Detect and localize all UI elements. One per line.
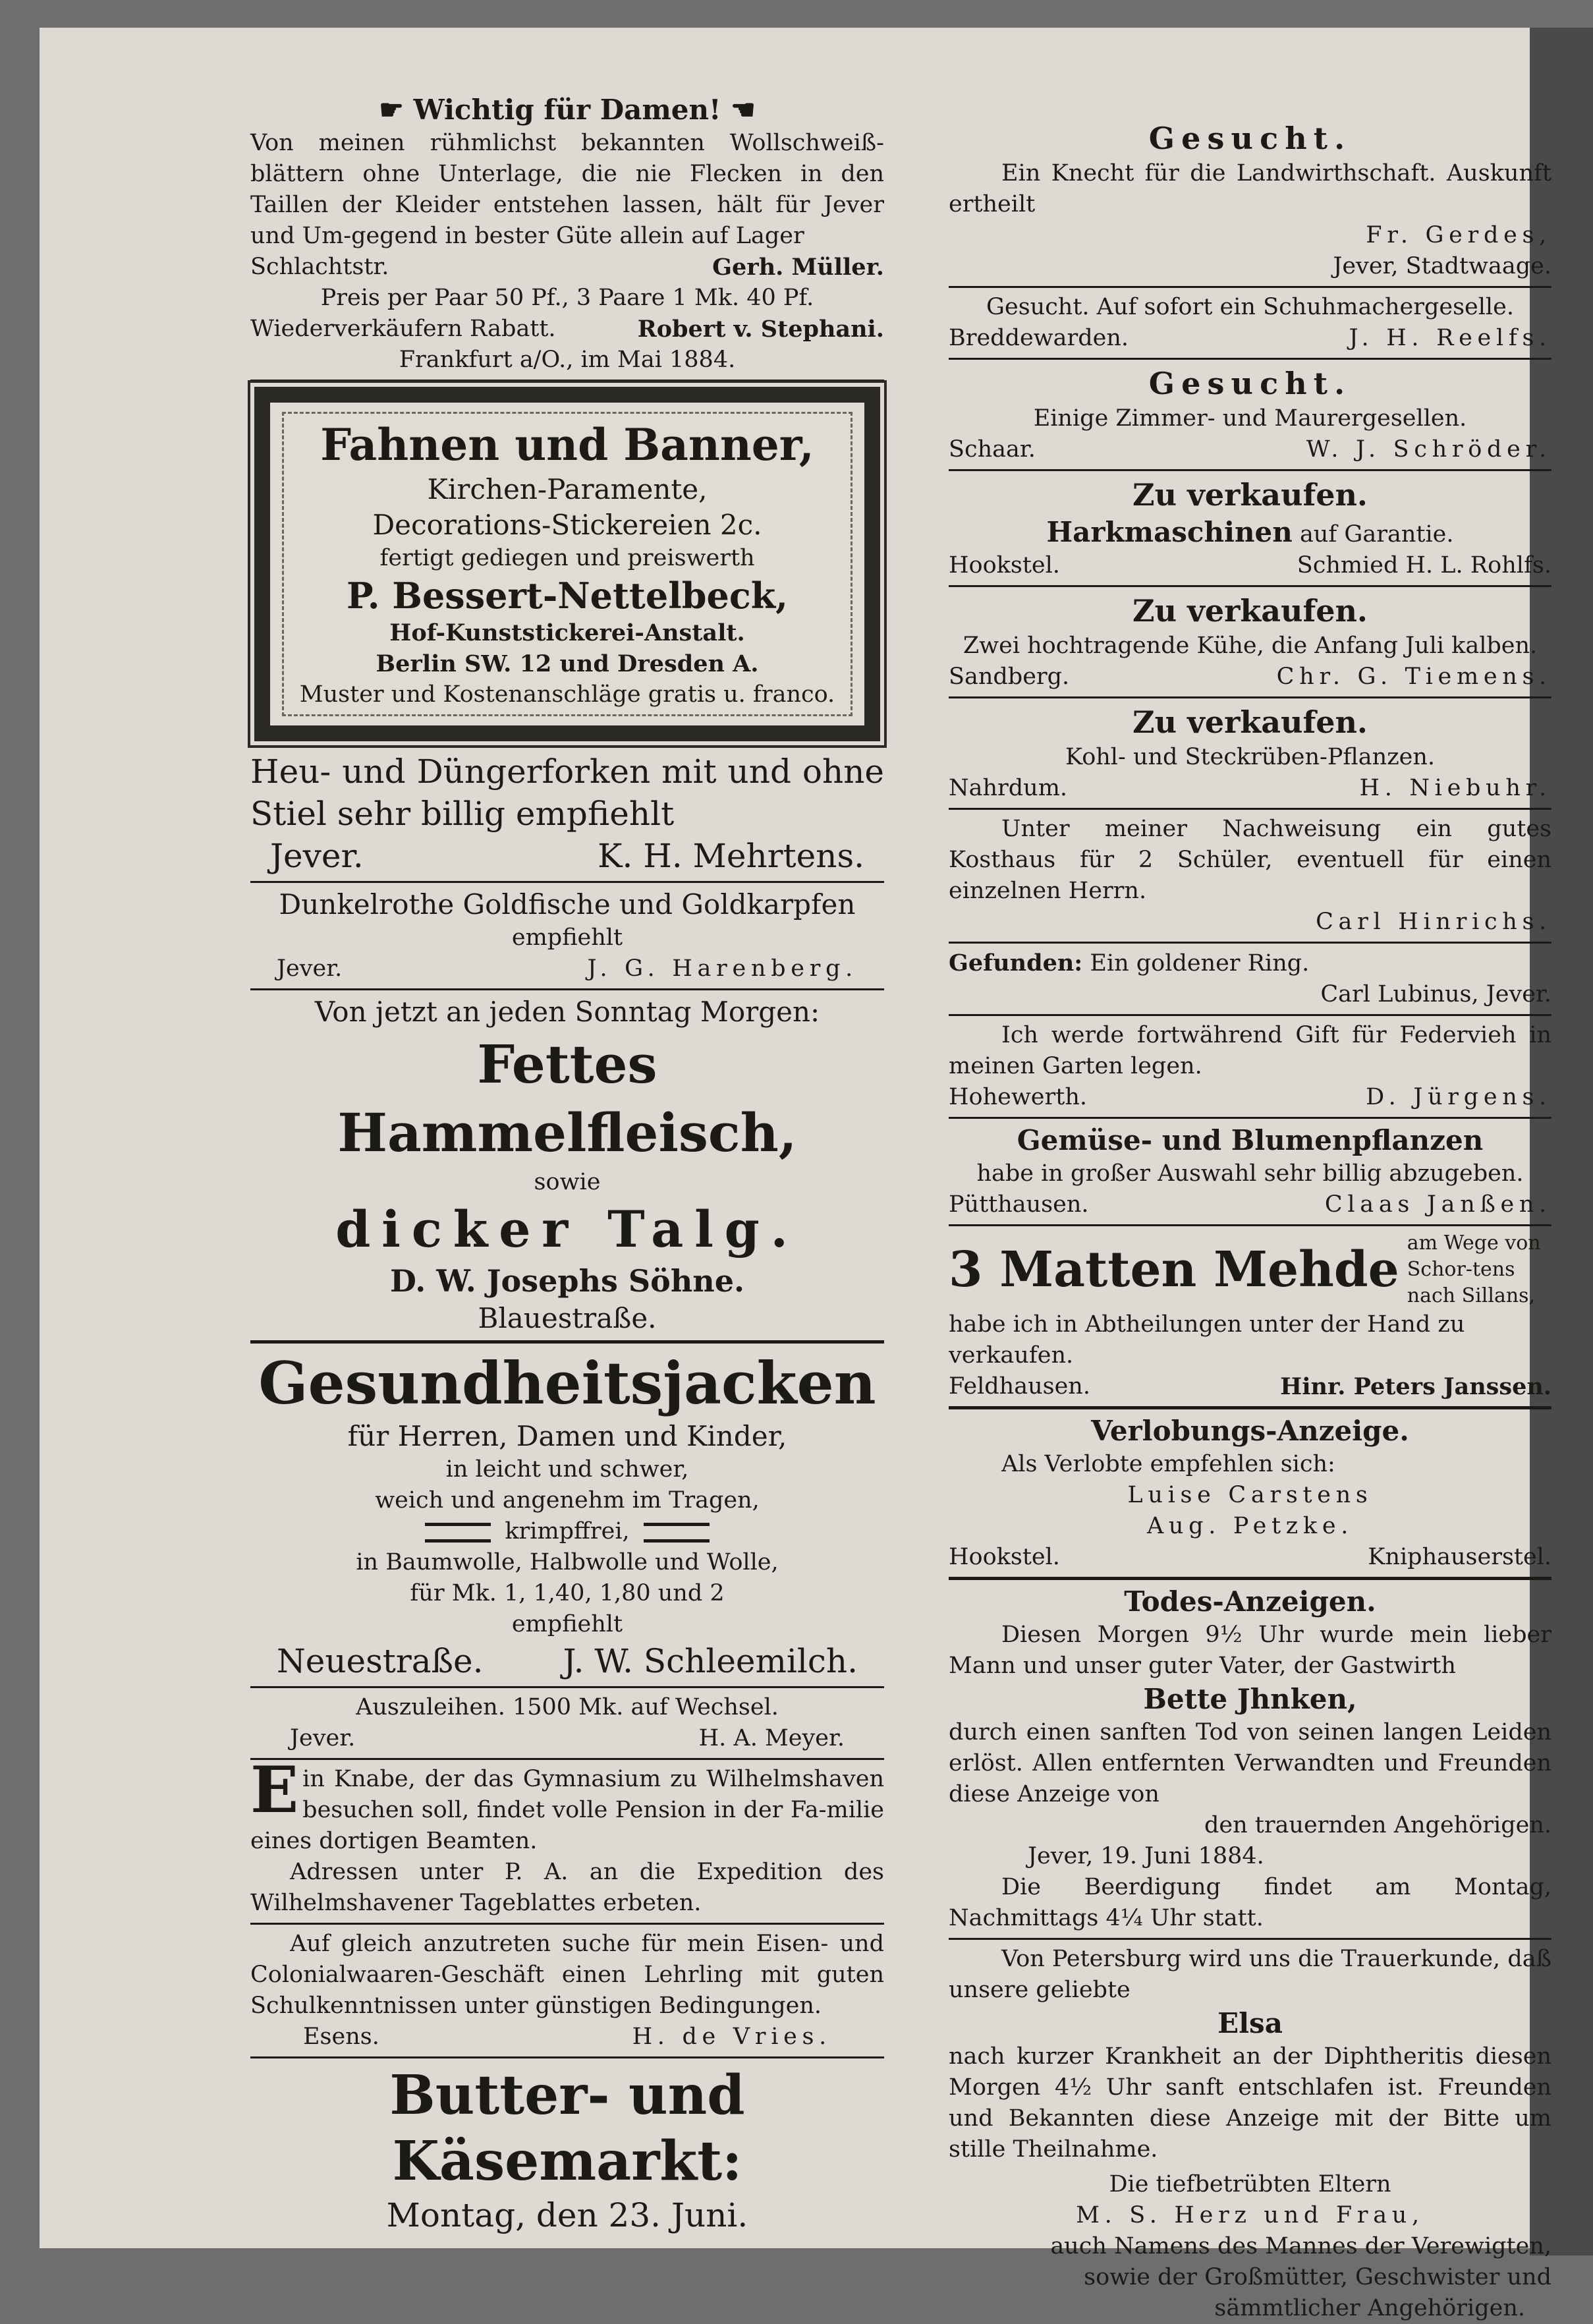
ad-kosthaus-body: Unter meiner Nachweisung ein gutes Kosthaus für 2 Schüler, eventuell für einen einzelnen Herrn. (949, 816, 1551, 904)
ad-kuehe-name: Chr. G. Tiemens. (1276, 664, 1551, 690)
ad-elsa-s2: M. S. Herz und Frau, (1076, 2202, 1424, 2228)
ad-markt-title: Butter- und Käsemarkt: (389, 2064, 745, 2193)
ad-matten-side: am Wege von Schor-tens nach Sillans, (1407, 1232, 1541, 1307)
ad-damen-date: Frankfurt a/O., im Mai 1884. (399, 347, 736, 373)
ad-auszuleihen-line: Auszuleihen. 1500 Mk. auf Wechsel. (356, 1694, 779, 1720)
separator (250, 1758, 884, 1760)
ad-kosthaus (949, 814, 1551, 938)
ad-gemuese (949, 1123, 1551, 1220)
separator (250, 988, 884, 990)
ad-gift-body: Ich werde fortwährend Gift für Federvieh in meinen Garten legen. (949, 1022, 1551, 1079)
ad-fahnen-inner (282, 412, 852, 716)
ad-knabe-dropcap: E (250, 1753, 299, 1827)
ad-fahnen-line1: Kirchen-Paramente, (427, 473, 708, 505)
separator (949, 1224, 1551, 1226)
ad-fahnen-line3: fertigt gediegen und preiswerth (379, 545, 755, 571)
ad-goldfische-place: Jever. (277, 955, 343, 982)
ad-elsa-body: nach kurzer Krankheit an der Diphtheritis diesen Morgen 4½ Uhr sanft entschlafen ist. Freunden und Bekannten diese Anzeige mit der Bitte um stille Theilnahme. (949, 2043, 1551, 2163)
ad-gift-place: Hohewerth. (949, 1084, 1087, 1110)
ad-todes (949, 1584, 1551, 1934)
ad-gemuese-place: Pütthausen. (949, 1191, 1089, 1218)
separator (949, 942, 1551, 944)
ad-hark-place: Hookstel. (949, 552, 1060, 579)
ad-jacken (250, 1347, 884, 1682)
ad-hark-name: Schmied H. L. Rohlfs. (1297, 552, 1551, 579)
ad-jacken-title: Gesundheitsjacken (258, 1349, 876, 1417)
separator (250, 1686, 884, 1688)
separator (949, 358, 1551, 360)
ad-hammel-line1: Von jetzt an jeden Sonntag Morgen: (314, 996, 820, 1028)
separator (949, 585, 1551, 587)
ad-zimmer-sign (949, 434, 1551, 465)
ad-heu-sign (250, 835, 884, 877)
ad-schuhmacher-sign (949, 323, 1551, 354)
separator (250, 881, 884, 883)
ad-jacken-line6: für Mk. 1, 1,40, 1,80 und 2 (410, 1580, 725, 1606)
ad-fahnen-line5: Berlin SW. 12 und Dresden A. (376, 650, 759, 677)
separator (250, 2056, 884, 2058)
ad-auszuleihen (250, 1692, 884, 1754)
ad-jacken-sign (250, 1640, 884, 1682)
ad-fahnen-line4: Hof-Kunststickerei-Anstalt. (389, 619, 745, 646)
ad-gemuese-body: habe in großer Auswahl sehr billig abzugeben. (976, 1160, 1524, 1187)
ad-auszuleihen-place: Jever. (290, 1725, 356, 1751)
ad-damen-sign (250, 252, 884, 283)
left-column (250, 92, 884, 2236)
ad-hark-sign (949, 550, 1551, 581)
decorative-rule (644, 1523, 710, 1543)
ad-knabe (250, 1753, 884, 1919)
ad-kuehe-body: Zwei hochtragende Kühe, die Anfang Juli kalben. (963, 633, 1538, 659)
ad-jacken-line5: in Baumwolle, Halbwolle und Wolle, (356, 1549, 779, 1575)
ad-ring (949, 948, 1551, 1010)
ad-hammel-street: Blauestraße. (478, 1302, 657, 1334)
ad-kohl-title: Zu verkaufen. (1132, 704, 1368, 740)
ad-lehrling (250, 1929, 884, 2053)
ad-heu-place: Jever. (270, 837, 364, 875)
ad-schuhmacher-body: Gesucht. Auf sofort ein Schuhmachergeselle. (986, 294, 1514, 320)
ad-gift (949, 1020, 1551, 1113)
ad-auszuleihen-name: H. A. Meyer. (698, 1725, 845, 1751)
ad-goldfische (250, 887, 884, 984)
ad-verlobung-place2: Kniphauserstel. (1368, 1544, 1551, 1570)
ad-zimmer-body: Einige Zimmer- und Maurergesellen. (1033, 405, 1467, 432)
ad-matten-sign (949, 1371, 1551, 1402)
separator (949, 1014, 1551, 1016)
ad-kohl (949, 702, 1551, 804)
ad-jacken-line2: in leicht und schwer, (445, 1456, 689, 1483)
ad-elsa-s1: Die tiefbetrübten Eltern (1109, 2171, 1391, 2197)
ad-goldfische-sign (250, 953, 884, 984)
ad-fahnen (254, 387, 880, 741)
ad-elsa-name: Elsa (1217, 2007, 1283, 2039)
ad-elsa-s5: sämmtlicher Angehörigen. (1214, 2295, 1525, 2321)
pointing-hand-right-icon: ☛ (379, 94, 404, 126)
separator (949, 1406, 1551, 1409)
ad-zimmer-place: Schaar. (949, 436, 1036, 463)
ad-gemuese-sign (949, 1189, 1551, 1220)
ad-schuhmacher-name: J. H. Reelfs. (1349, 325, 1551, 351)
ad-lehrling-sign (250, 2022, 884, 2053)
ad-hammel (250, 994, 884, 1336)
ad-markt (250, 2062, 884, 2236)
ad-damen-name: Gerh. Müller. (712, 254, 884, 281)
ad-matten-body: habe ich in Abtheilungen unter der Hand zu verkaufen. (949, 1311, 1465, 1369)
ad-fahnen-line2: Decorations-Stickereien 2c. (372, 509, 762, 541)
ad-matten-head (949, 1230, 1551, 1309)
decorative-rule (425, 1523, 491, 1543)
ad-knecht-place: Jever, Stadtwaage. (1333, 253, 1551, 279)
ad-zimmer-title: Gesucht. (1148, 366, 1352, 401)
ad-verlobung-name2: Aug. Petzke. (1146, 1513, 1354, 1539)
ad-todes-funeral: Die Beerdigung findet am Montag, Nachmittags 4¼ Uhr statt. (949, 1874, 1551, 1931)
ad-kohl-place: Nahrdum. (949, 775, 1068, 801)
ad-elsa-s3: auch Namens des Mannes der Verewigten, (1050, 2233, 1551, 2259)
ad-lehrling-name: H. de Vries. (632, 2024, 831, 2050)
ad-hark (949, 475, 1551, 581)
ad-todes-date: Jever, 19. Juni 1884. (1028, 1843, 1264, 1869)
ad-kuehe-place: Sandberg. (949, 664, 1070, 690)
ad-kuehe (949, 591, 1551, 693)
separator (949, 286, 1551, 288)
separator (949, 469, 1551, 471)
ad-goldfische-title: Dunkelrothe Goldfische und Goldkarpfen (279, 888, 856, 921)
ad-ring-label: Gefunden: (949, 949, 1083, 977)
ad-knecht-body: Ein Knecht für die Landwirthschaft. Auskunft ertheilt (949, 160, 1551, 217)
ad-hammel-title: Fettes Hammelfleisch, (337, 1033, 797, 1164)
ad-schuhmacher (949, 292, 1551, 354)
separator (949, 1577, 1551, 1580)
ad-todes-body1: Diesen Morgen 9½ Uhr wurde mein lieber Mann und unser guter Vater, der Gastwirth (949, 1622, 1551, 1679)
ad-damen-title-line (250, 92, 884, 128)
ad-damen-price: Preis per Paar 50 Pf., 3 Paare 1 Mk. 40 Pf. (320, 285, 814, 311)
ad-knecht (949, 119, 1551, 282)
ad-elsa-s4: sowie der Großmütter, Geschwister und (1084, 2264, 1551, 2290)
ad-auszuleihen-sign (250, 1723, 884, 1754)
ad-hark-bold: Harkmaschinen (1046, 516, 1293, 548)
ad-kuehe-title: Zu verkaufen. (1132, 593, 1368, 629)
ad-ring-line (949, 948, 1551, 979)
ad-goldfische-sub: empfiehlt (511, 924, 623, 951)
ad-hark-title: Zu verkaufen. (1132, 477, 1368, 513)
ad-fahnen-title: Fahnen und Banner, (320, 419, 814, 470)
ad-gift-name: D. Jürgens. (1366, 1084, 1551, 1110)
ad-hammel-sowie: sowie (534, 1169, 601, 1195)
right-column (949, 119, 1551, 2324)
ad-damen (250, 92, 884, 376)
separator (949, 808, 1551, 810)
ad-fahnen-line6: Muster und Kostenanschläge gratis u. franco. (299, 681, 835, 708)
ad-ring-name: Carl Lubinus, Jever. (1320, 981, 1551, 1007)
ad-matten-place: Feldhausen. (949, 1373, 1090, 1400)
ad-matten-name: Hinr. Peters Janssen. (1280, 1373, 1551, 1400)
separator (949, 696, 1551, 698)
ad-kohl-sign (949, 773, 1551, 804)
ad-jacken-line4-wrap (250, 1516, 884, 1547)
ad-hammel-talg: dicker Talg. (335, 1200, 799, 1259)
ad-damen-firm-line (250, 314, 884, 345)
separator (250, 1923, 884, 1925)
ad-markt-date: Montag, den 23. Juni. (386, 2196, 748, 2234)
ad-kohl-name: H. Niebuhr. (1359, 775, 1551, 801)
ad-knecht-name: Fr. Gerdes, (1366, 222, 1551, 248)
ad-knabe-body: in Knabe, der das Gymnasium zu Wilhelmshaven besuchen soll, findet volle Pension in der Fa-milie eines dortigen Beamten. (250, 1766, 884, 1854)
ad-gift-sign (949, 1082, 1551, 1113)
ad-jacken-line4: krimpffrei, (505, 1518, 630, 1545)
ad-verlobung-place1: Hookstel. (949, 1544, 1060, 1570)
ad-todes-title: Todes-Anzeigen. (1124, 1585, 1376, 1618)
pointing-hand-left-icon: ☚ (731, 94, 756, 126)
ad-todes-name: Bette Jhnken, (1143, 1683, 1357, 1715)
ad-elsa (949, 1944, 1551, 2324)
ad-ring-body: Ein goldener Ring. (1090, 950, 1310, 977)
ad-gemuese-title: Gemüse- und Blumenpflanzen (1017, 1124, 1484, 1156)
ad-damen-body: Von meinen rühmlichst bekannten Wollschweiß-blättern ohne Unterlage, die nie Flecken in den Taillen der Kleider entstehen lassen, hält für Jever und Um-gegend in bester Güte allein auf Lager (250, 130, 884, 249)
ad-elsa-intro: Von Petersburg wird uns die Trauerkunde, daß unsere geliebte (949, 1946, 1551, 2003)
ad-fahnen-name: P. Bessert-Nettelbeck, (347, 575, 788, 617)
ad-todes-sign: den trauernden Angehörigen. (1204, 1812, 1551, 1838)
ad-todes-body2: durch einen sanften Tod von seinen langen Leiden erlöst. Allen entfernten Verwandten und Freunden diese Anzeige von (949, 1719, 1551, 1807)
separator (250, 380, 884, 382)
ad-verlobung-sign (949, 1542, 1551, 1573)
ad-knabe-body2: Adressen unter P. A. an die Expedition des Wilhelmshavener Tageblattes erbeten. (250, 1859, 884, 1916)
separator (949, 1938, 1551, 1940)
ad-jacken-line3: weich und angenehm im Tragen, (375, 1487, 760, 1514)
separator (949, 1117, 1551, 1119)
ad-lehrling-place: Esens. (303, 2024, 379, 2050)
ad-goldfische-name: J. G. Harenberg. (587, 955, 858, 982)
ad-lehrling-body: Auf gleich anzutreten suche für mein Eisen- und Colonialwaaren-Geschäft einen Lehrling mit guten Schulkenntnissen unter günstigen Bedingungen. (250, 1931, 884, 2019)
separator (250, 1340, 884, 1344)
ad-jacken-line7: empfiehlt (511, 1611, 623, 1637)
ad-gemuese-name: Claas Janßen. (1324, 1191, 1551, 1218)
ad-matten-title: 3 Matten Mehde (949, 1241, 1399, 1298)
ad-kosthaus-name: Carl Hinrichs. (1316, 909, 1551, 935)
ad-verlobung-title: Verlobungs-Anzeige. (1091, 1415, 1409, 1447)
ad-knabe-body-wrap (250, 1753, 884, 1857)
ad-zimmer (949, 364, 1551, 465)
ad-verlobung-name1: Luise Carstens (1127, 1482, 1373, 1508)
ad-zimmer-name: W. J. Schröder. (1306, 436, 1551, 463)
ad-jacken-street: Neuestraße. (277, 1642, 484, 1680)
ad-kuehe-sign (949, 662, 1551, 693)
ad-kohl-body: Kohl- und Steckrüben-Pflanzen. (1065, 744, 1436, 770)
ad-damen-title: Wichtig für Damen! (413, 94, 721, 126)
ad-damen-rabatt: Wiederverkäufern Rabatt. (250, 316, 556, 342)
ad-verlobung-line1: Als Verlobte empfehlen sich: (1001, 1451, 1335, 1477)
ad-verlobung (949, 1413, 1551, 1573)
ad-damen-place: Schlachtstr. (250, 254, 389, 280)
ad-jacken-line1: für Herren, Damen und Kinder, (347, 1420, 787, 1452)
ad-heu (250, 751, 884, 877)
ad-hark-line (949, 515, 1551, 550)
ad-hark-rest: auf Garantie. (1299, 521, 1454, 548)
ad-heu-body: Heu- und Düngerforken mit und ohne Stiel sehr billig empfiehlt (250, 752, 884, 833)
ad-jacken-name: J. W. Schleemilch. (563, 1642, 858, 1680)
ad-knecht-title: Gesucht. (1148, 121, 1352, 156)
ad-heu-name: K. H. Mehrtens. (598, 837, 864, 875)
ad-matten (949, 1230, 1551, 1402)
ad-hammel-firm: D. W. Josephs Söhne. (389, 1263, 744, 1299)
ad-damen-firm: Robert v. Stephani. (637, 316, 884, 343)
ad-schuhmacher-place: Breddewarden. (949, 325, 1129, 351)
